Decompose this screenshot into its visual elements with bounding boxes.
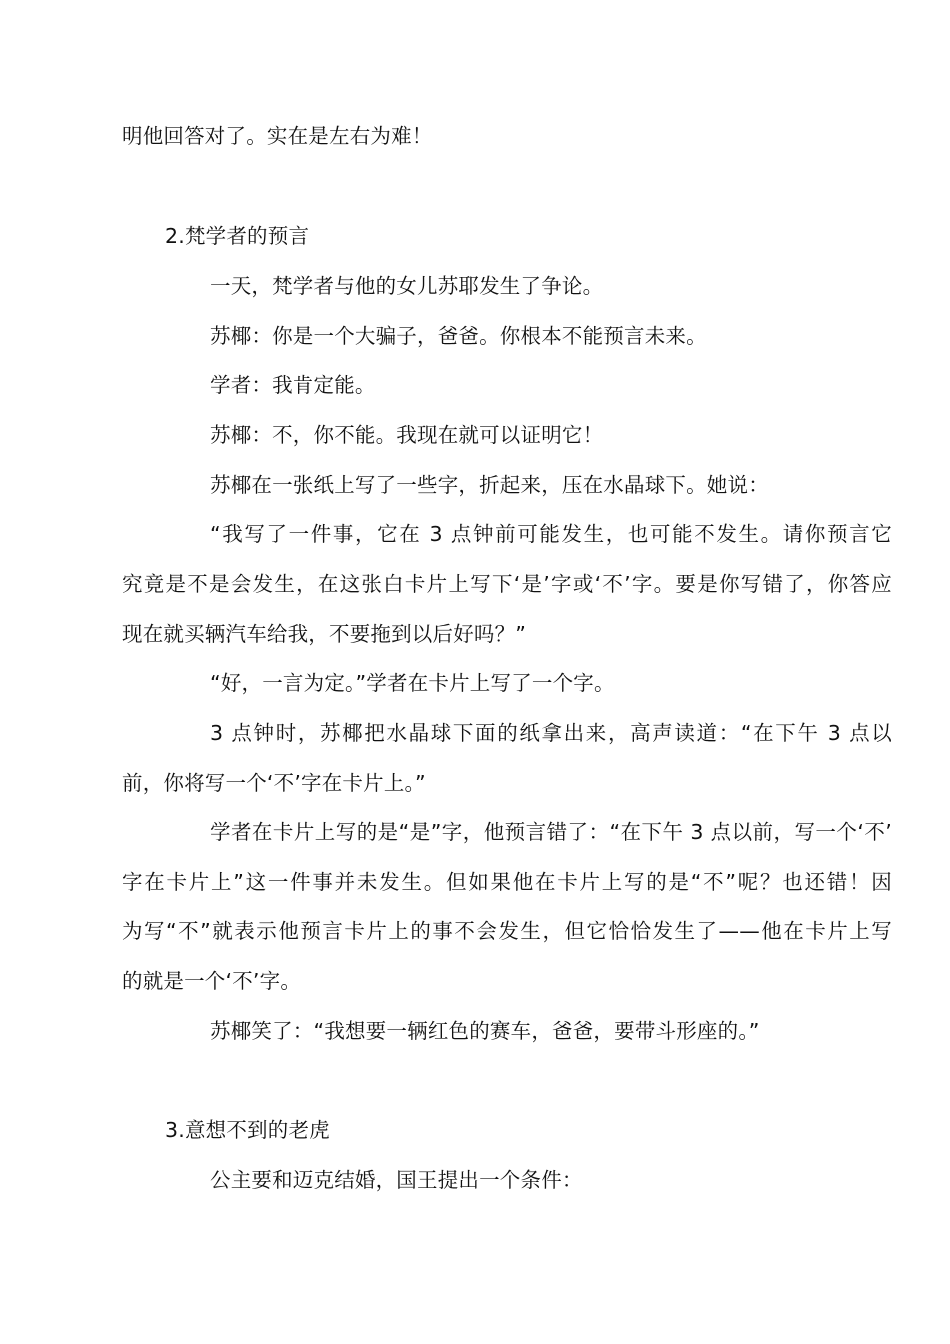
- paragraph-line: 学者：我肯定能。: [210, 373, 376, 397]
- paragraph-line: 苏椰：你是一个大骗子，爸爸。你根本不能预言未来。: [210, 324, 707, 348]
- paragraph-line: 为写“不”就表示他预言卡片上的事不会发生，但它恰恰发生了——他在卡片上写: [122, 919, 892, 943]
- paragraph-line: 苏椰笑了：“我想要一辆红色的赛车，爸爸，要带斗形座的。”: [210, 1019, 760, 1043]
- section-heading: 3.意想不到的老虎: [165, 1118, 330, 1142]
- paragraph-line: 一天，梵学者与他的女儿苏耶发生了争论。: [210, 274, 604, 298]
- paragraph-line: 3 点钟时，苏椰把水晶球下面的纸拿出来，高声读道：“在下午 3 点以: [210, 721, 892, 745]
- section-heading: 2.梵学者的预言: [165, 224, 310, 248]
- paragraph-line: 苏椰：不，你不能。我现在就可以证明它！: [210, 423, 604, 447]
- paragraph-line: 苏椰在一张纸上写了一些字，折起来，压在水晶球下。她说：: [210, 473, 769, 497]
- paragraph-line: 究竟是不是会发生，在这张白卡片上写下‘是’字或‘不’字。要是你写错了，你答应: [122, 572, 892, 596]
- paragraph-line: 明他回答对了。实在是左右为难！: [122, 124, 433, 148]
- paragraph-line: 现在就买辆汽车给我，不要拖到以后好吗？”: [122, 622, 527, 646]
- paragraph-line: 字在卡片上”这一件事并未发生。但如果他在卡片上写的是“不”呢？也还错！因: [122, 870, 892, 894]
- paragraph-line: “好，一言为定。”学者在卡片上写了一个字。: [210, 671, 615, 695]
- paragraph-line: 前，你将写一个‘不’字在卡片上。”: [122, 771, 426, 795]
- paragraph-line: 的就是一个‘不’字。: [122, 969, 302, 993]
- paragraph-line: 学者在卡片上写的是“是”字，他预言错了：“在下午 3 点以前，写一个‘不’: [210, 820, 892, 844]
- paragraph-line: 公主要和迈克结婚，国王提出一个条件：: [210, 1168, 583, 1192]
- paragraph-line: “我写了一件事，它在 3 点钟前可能发生，也可能不发生。请你预言它: [210, 522, 892, 546]
